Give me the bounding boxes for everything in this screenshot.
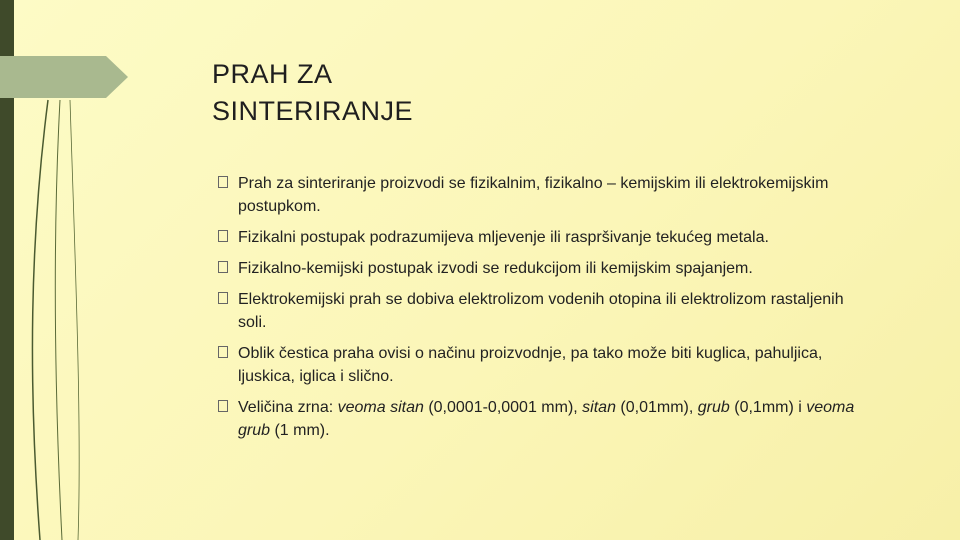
title-tab-arrow: [0, 56, 130, 98]
bullet-text: (1 mm).: [270, 422, 330, 439]
slide-title-line-1: PRAH ZA: [212, 59, 333, 89]
bullet-text: Prah za sinteriranje proizvodi se fizikalnim, fizikalno – kemijskim ili elektrokemijskim postupkom.: [238, 175, 829, 215]
bullet-text: (0,01mm),: [615, 399, 698, 416]
bullet-marker-icon: [218, 292, 228, 304]
bullet-marker-icon: [218, 176, 228, 188]
bullet-marker-icon: [218, 230, 228, 242]
bullet-item: [216, 396, 856, 442]
bullet-marker-icon: [218, 400, 228, 412]
bullet-text: Oblik čestica praha ovisi o načinu proizvodnje, pa tako može biti kuglica, pahuljica, ljuskica, iglica i slično.: [238, 345, 823, 385]
bullet-item: [216, 172, 856, 218]
bullet-item: [216, 342, 856, 388]
slide-title-line-2: SINTERIRANJE: [212, 96, 414, 126]
bullet-marker-icon: [218, 346, 228, 358]
slide-title: [212, 56, 413, 130]
bullet-marker-icon: [218, 261, 228, 273]
bullet-item: [216, 226, 856, 249]
bullet-text-italic: veoma grub: [238, 399, 855, 439]
bullet-text: Elektrokemijski prah se dobiva elektrolizom vodenih otopina ili elektrolizom rastaljenih soli.: [238, 291, 844, 331]
bullet-list: [216, 172, 856, 450]
bullet-text-italic: veoma sitan: [337, 399, 424, 416]
bullet-text: (0,0001-0,0001 mm),: [423, 399, 583, 416]
bullet-item: [216, 257, 856, 280]
bullet-text: Veličina zrna:: [238, 399, 338, 416]
bullet-text: Fizikalno-kemijski postupak izvodi se redukcijom ili kemijskim spajanjem.: [238, 260, 753, 277]
bullet-text-italic: grub: [697, 399, 730, 416]
bullet-item: [216, 288, 856, 334]
bullet-text: (0,1mm) i: [729, 399, 807, 416]
bullet-text-italic: sitan: [582, 399, 616, 416]
bullet-text: Fizikalni postupak podrazumijeva mljevenje ili raspršivanje tekućeg metala.: [238, 229, 769, 246]
